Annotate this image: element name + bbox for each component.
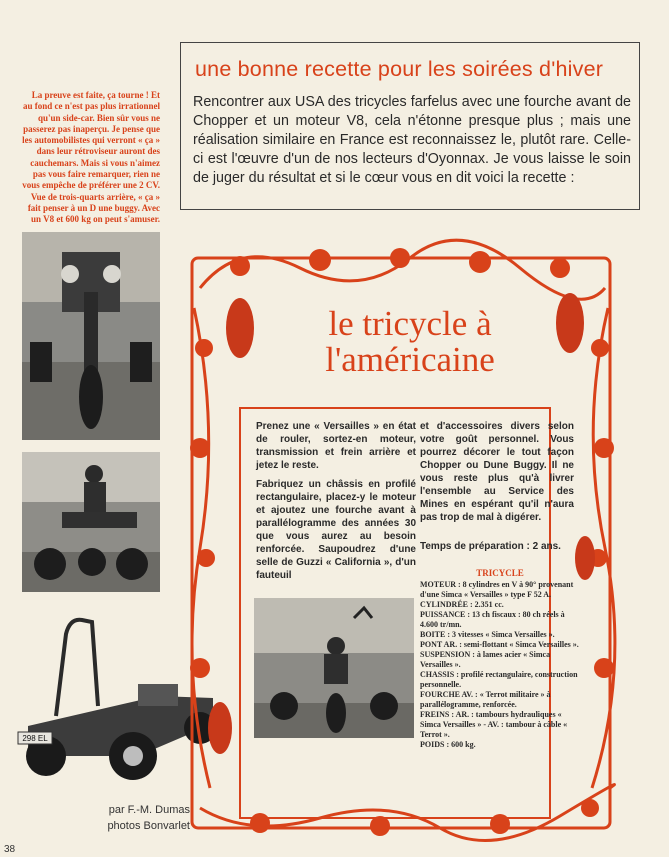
spec-row: PONT AR. : semi-flottant « Simca Versailles ». [420,640,579,649]
spec-row: FREINS : AR. : tambours hydrauliques « Simca Versailles » - AV. : tambour à câble « Terrot ». [420,710,568,739]
headline: une bonne recette pour les soirées d'hiver [195,57,604,81]
photo-front-view [22,232,160,440]
photo-credit: photos Bonvarlet [107,820,190,832]
next-page-bleed [624,420,669,750]
spec-row: MOTEUR : 8 cylindres en V à 90° provenant d'une Simca « Versailles » type F 52 A. [420,580,574,599]
spec-row: FOURCHE AV. : « Terrot militaire » à parallélogramme, renforcée. [420,690,551,709]
spec-row: BOITE : 3 vitesses « Simca Versailles ». [420,630,555,639]
spec-row: PUISSANCE : 13 ch fiscaux : 80 ch réels à 4.600 tr/mn. [420,610,565,629]
article-title [300,306,520,378]
spec-row: SUSPENSION : à lames acier « Simca Versailles ». [420,650,551,669]
spec-row: POIDS : 600 kg. [420,740,476,749]
intro-box [180,42,640,210]
article-column-2 [420,420,574,530]
spec-row: CYLINDRÉE : 2.351 cc. [420,600,504,609]
col1-para-2: Fabriquez un châssis en profilé rectangulaire, placez-y le moteur et ajoutez une fourche avant à parallélogramme des années 30 que vous aurez au besoin renforcée. Saupoudrez d'une selle de Guzzi « California », d'un fauteuil [256,479,416,581]
intro-text: Rencontrer aux USA des tricycles farfelus avec une fourche avant de Chopper et un moteur V8, cela n'étonne presque plus ; mais une réalisation similaire en France est reconnaissez le, plutôt rare. Celle-ci est l'œuvre d'un de nos lecteurs d'Oyonnax. Je vous laisse le soin de juger du résultat et si le cœur vous en dit voici la recette : [193,94,631,186]
spec-title: TRICYCLE [476,568,524,578]
article-column-1 [256,420,416,588]
trike-rider-image [22,452,160,592]
trike-front-image [22,232,160,440]
trike-rider-front-image [254,598,414,738]
col1-para-1: Prenez une « Versailles » en état de rouler, sortez-en moteur, transmission et frein arrière et jetez le reste. [256,421,416,471]
spec-sheet [420,568,580,750]
credits [40,802,190,834]
license-plate: 298 EL [22,734,48,743]
photo-caption: La preuve est faite, ça tourne ! Et au fond ce n'est pas plus irrationnel qu'un side-car. Bien sûr vous ne passerez pas inaperçu. Je pense que les automobilistes qui verront « ça » dans leur rétroviseur auront des cauchemars. Mais si vous n'aimez pas vous faire remarquer, rien ne vous empêche de préférer une 2 CV. Vue de trois-quarts arrière, « ça » fait penser à un D une buggy. Avec un V8 et 600 kg on peut s'amuser. [22,90,160,225]
author-credit: par F.-M. Dumas [108,804,190,816]
article-title-line2: l'américaine [325,340,495,379]
col2-para-1: et d'accessoires divers selon votre goût personnel. Vous pourrez décorer le tout façon Chopper ou Dune Buggy. Il ne vous reste plus qu'à livrer l'ensemble au Service des Mines en espérant qu'il n'aura pas trop de mal à digérer. [420,421,574,523]
article-title-line1: le tricycle à [328,304,492,343]
photo-rider-front [254,598,414,738]
spec-row: CHASSIS : profilé rectangulaire, construction personnelle. [420,670,578,689]
page-number: 38 [4,844,16,855]
prep-time: Temps de préparation : 2 ans. [420,541,561,552]
photo-rider-side [22,452,160,592]
